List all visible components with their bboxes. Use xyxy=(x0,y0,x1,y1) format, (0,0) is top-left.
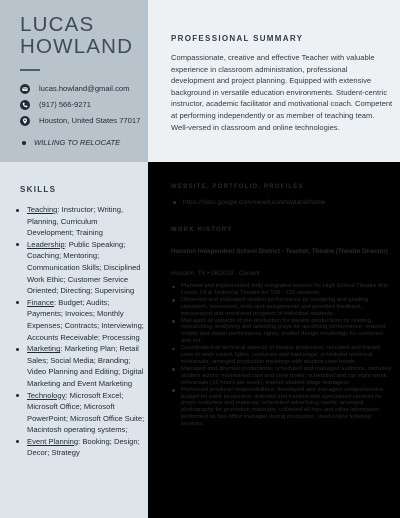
portfolio-link[interactable] xyxy=(173,199,325,206)
websites-heading: WEBSITE, PORTFOLIO, PROFILES xyxy=(171,184,304,190)
contact-phone[interactable] xyxy=(20,100,144,110)
skill-label: Leadership xyxy=(27,239,65,249)
skill-item xyxy=(14,343,146,389)
skill-item xyxy=(14,297,146,343)
skills-heading: SKILLS xyxy=(20,185,57,194)
location-pin-icon xyxy=(20,116,30,126)
skill-item xyxy=(14,436,146,459)
duty-item: Observed and evaluated student performance by assigning and grading classwork, homework, tests and assignments and provided feedback, encouraged and monitored progress of individual students. xyxy=(171,297,393,318)
skill-label: Teaching xyxy=(27,205,58,214)
name-divider xyxy=(20,69,40,71)
duty-item: Managed and directed productions; scheduled and managed auditions, recruited student actors; maintained cast and crew roster; scheduled and ran eight-week rehearsals (16 hours per week); trained student stage managers. xyxy=(171,366,393,387)
name-last: HOWLAND xyxy=(20,35,134,58)
duties-list xyxy=(171,283,393,428)
email-text: lucas.howland@gmail.com xyxy=(39,84,130,93)
skill-label: Finance xyxy=(27,297,55,307)
mail-icon xyxy=(20,84,30,94)
skill-item xyxy=(14,204,146,239)
job-meta: Houston, TX • 08/2019 - Current xyxy=(171,270,260,277)
skill-label: Marketing xyxy=(27,344,61,354)
phone-text: (917) 566-9271 xyxy=(39,100,91,109)
summary-text: Compassionate, creative and effective Teacher with valuable experience in classroom administration, professional development and project planning. Equipped with extensive background in versatile education environments. Student-centric instructor, academic facilitator and motivational coach. Competent at performing independently or as member of teaching team. Well-versed in classroom and online technologies. xyxy=(171,53,393,132)
contact-address xyxy=(20,116,144,126)
skill-detail: : Microsoft Excel; Microsoft Office; Microsoft PowerPoint; Microsoft Office Suite; Macintosh operating systems; xyxy=(27,390,145,435)
skill-detail: : Marketing Plan; Retail Sales; Social Media; Branding; Video Planning and Editing; Digital Marketing and Event Marketing xyxy=(27,344,144,388)
skill-item xyxy=(14,239,146,297)
duty-item: Planned and implemented daily integrated lessons for High School Theatre Arts Levels I-II & Technical Theatre for 100 - 120 students. xyxy=(171,283,393,297)
duty-item: Coordinated all technical aspects of theatre production; recruited and trained crew to work sound, lights, costumes and backstage; scheduled technical rehearsals; arranged production meetings with student crew heads. xyxy=(171,345,393,366)
skill-detail: : Budget; Audits; Payments; Invoices; Monthly Expenses; Contracts; Interviewing; Accounts Receivable; Processing xyxy=(27,297,144,342)
work-history-heading: WORK HISTORY xyxy=(171,227,233,233)
skill-detail: : Public Speaking; Coaching; Mentoring; Communication Skills; Disciplined Work Ethic; Customer Service Oriented; Directing; Supervising xyxy=(27,239,141,296)
phone-icon xyxy=(20,100,30,110)
address-text: Houston, United States 77017 xyxy=(39,116,141,125)
skill-detail: : Booking; Design; Decor; Strategy xyxy=(27,436,140,458)
relocation-text: WILLING TO RELOCATE xyxy=(34,138,121,147)
skill-detail: : Instructor; Writing, Planning, Curriculum Development; Training xyxy=(27,205,124,238)
skills-list xyxy=(14,204,146,459)
relocation-note xyxy=(22,138,120,147)
skill-item xyxy=(14,390,146,436)
skill-label: Technology xyxy=(27,390,66,400)
bullet-icon xyxy=(22,141,26,145)
duty-item: Managed all aspects of pre-production for theatre productions by reading, researching, analyzing and selecting plays for upcoming performance; ordered scripts and obtain performance rights; drafted design renderings for costumes and set. xyxy=(171,318,393,346)
duty-item: Performed producer responsibilities: developed and managed comprehensive budget for each production; solicited and tracked with specialized vendors for props costumes and make-up; scheduled advertising needs; arranged photography for promotion materials; collected all bios and other information, performed as box office manager during production; used online ticketing services. xyxy=(171,387,393,428)
contact-email[interactable] xyxy=(20,84,144,94)
bullet-icon xyxy=(173,201,176,204)
candidate-name xyxy=(20,14,144,58)
skill-label: Event Planning xyxy=(27,436,79,446)
summary-heading: PROFESSIONAL SUMMARY xyxy=(171,34,304,43)
portfolio-url: https://sites.google.com/view/lucashowland/home xyxy=(183,199,326,206)
name-first: LUCAS xyxy=(20,13,95,36)
job-title: Houston Independent School District - Teacher, Theatre (Theatre Director) xyxy=(171,248,388,255)
